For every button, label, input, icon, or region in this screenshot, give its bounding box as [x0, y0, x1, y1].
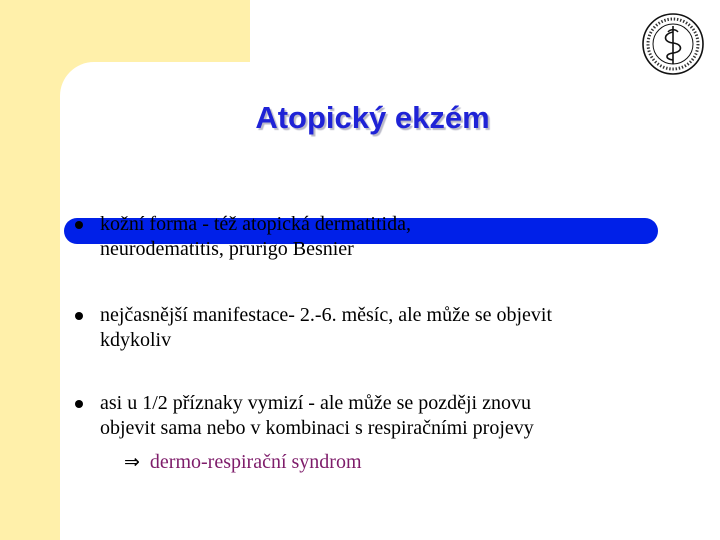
bullet-text: asi u 1/2 příznaky vymizí - ale může se později znovu objevit sama nebo v kombinaci s respiračními projevy	[100, 392, 534, 439]
bullet-dot	[75, 312, 83, 320]
implies-arrow-icon: ⇒	[124, 451, 140, 473]
bullet-text: kožní forma - též atopická dermatitida, neurodematitis, prurigo Besnier	[100, 213, 411, 260]
bullet-dot	[75, 400, 83, 408]
conclusion-line	[124, 450, 362, 475]
slide-title: Atopický ekzém	[255, 100, 490, 135]
bullet-text: nejčasnější manifestace- 2.-6. měsíc, ale může se objevit kdykoliv	[100, 304, 553, 351]
conclusion-text: dermo-respirační syndrom	[149, 451, 362, 473]
bullet-dot	[75, 221, 83, 229]
